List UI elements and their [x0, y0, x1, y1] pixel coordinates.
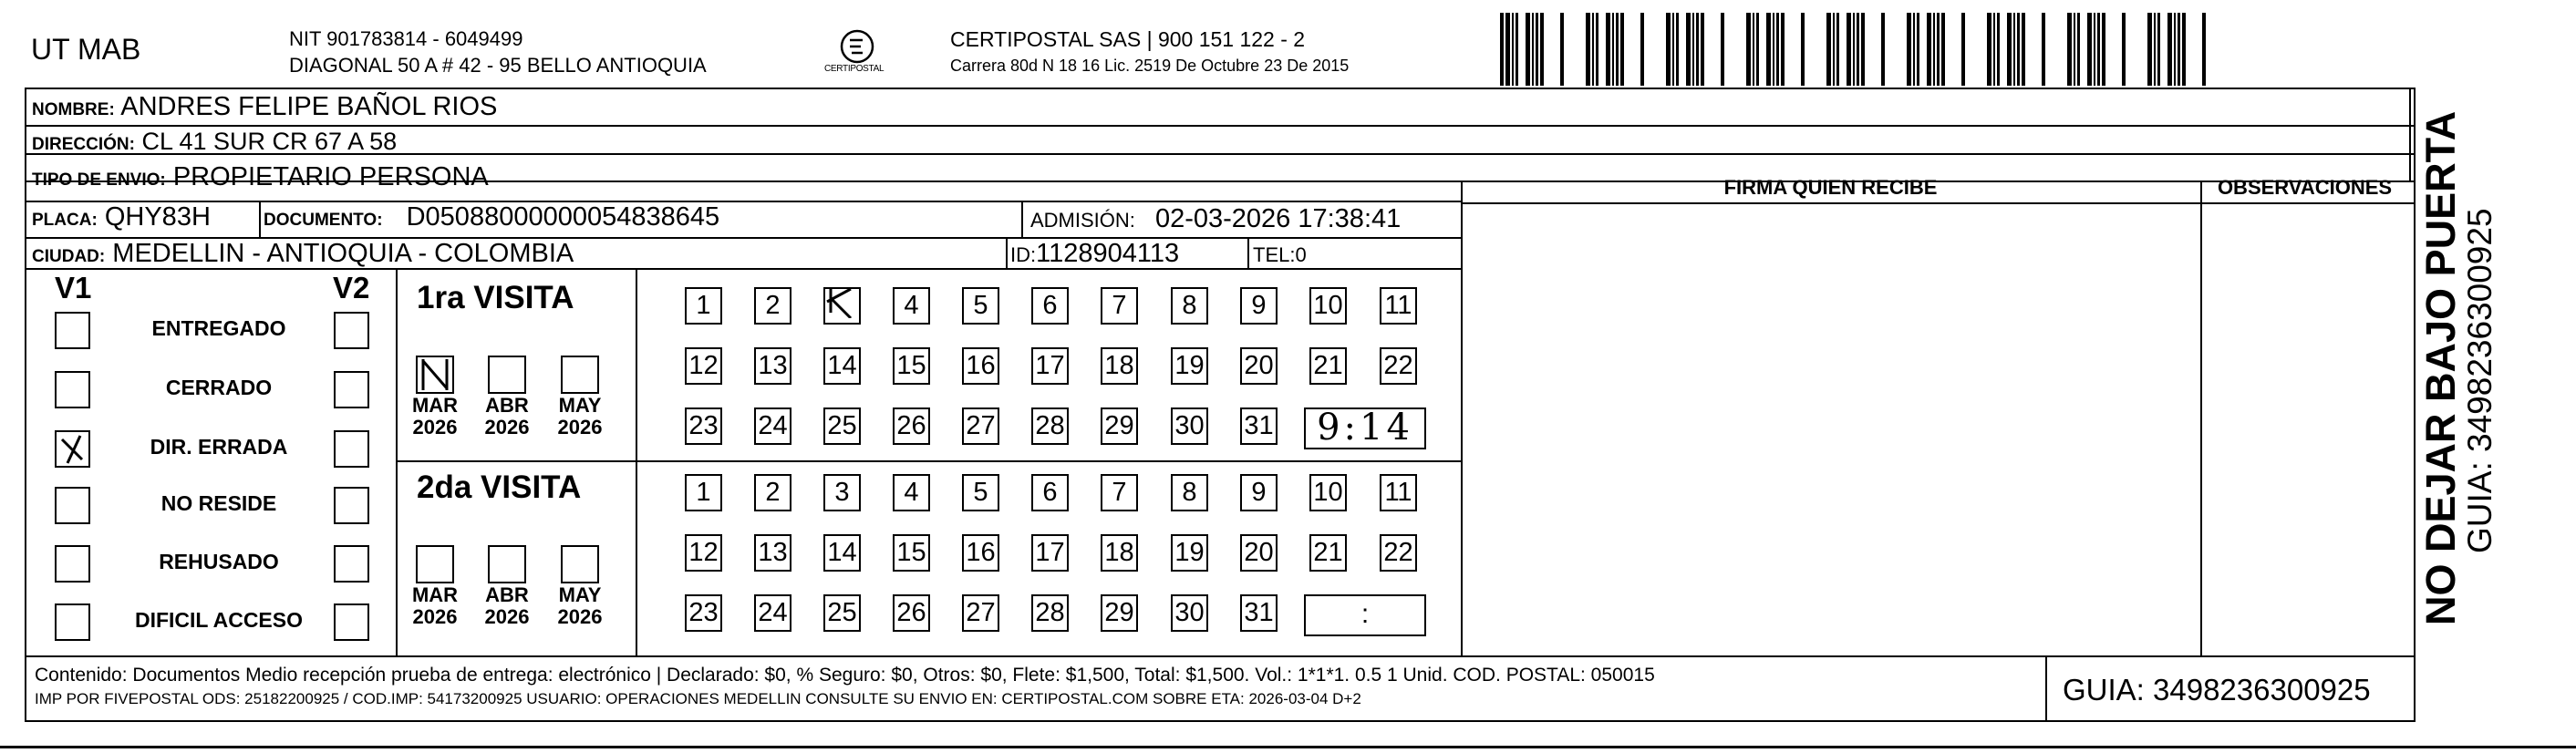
barcode-bar [1853, 13, 1855, 86]
name-value: ANDRES FELIPE BAÑOL RIOS [120, 92, 498, 121]
visit2-day-box[interactable]: 30 [1171, 594, 1208, 632]
barcode-bar [2042, 13, 2045, 86]
barcode-bar [1701, 13, 1704, 86]
visit2-day-box[interactable]: 25 [823, 594, 861, 632]
id-value: 1128904113 [1036, 239, 1180, 268]
visit2-month-label: ABR [485, 583, 529, 606]
barcode-bar [2202, 13, 2206, 86]
barcode-bar [2157, 13, 2160, 86]
name-row [32, 92, 497, 122]
visit2-day-box[interactable]: 6 [1031, 474, 1069, 511]
sender-address: DIAGONAL 50 A # 42 - 95 BELLO ANTIOQUIA [289, 54, 707, 77]
barcode-bar [1826, 13, 1831, 86]
barcode-bar [2154, 13, 2156, 86]
barcode-bar [1666, 13, 1671, 86]
barcode-bar [1616, 13, 1619, 86]
barcode-bar [1516, 13, 1518, 86]
visit2-time-box[interactable]: : [1304, 594, 1426, 636]
type-row [32, 162, 489, 192]
visit1-day-box[interactable]: 23 [685, 407, 722, 445]
barcode-bar [1961, 13, 1965, 86]
barcode-bar [1672, 13, 1674, 86]
visit2-day-box[interactable]: 29 [1101, 594, 1138, 632]
v2-checkbox-2[interactable] [334, 430, 369, 468]
visit1-day-box[interactable]: 30 [1171, 407, 1208, 445]
barcode-bar [1801, 13, 1805, 86]
visit2-day-box[interactable]: 28 [1031, 594, 1069, 632]
barcode-bar [1746, 13, 1751, 86]
status-option-label: DIR. ERRADA [150, 435, 288, 459]
visit1-day-box[interactable]: 12 [685, 347, 722, 385]
barcode-bar [1907, 13, 1911, 86]
visit2-day-box[interactable]: 23 [685, 594, 722, 632]
type-value: PROPIETARIO PERSONA [172, 162, 489, 191]
tel-field [1253, 243, 1307, 267]
barcode-bar [1941, 13, 1945, 86]
visit2-day-box[interactable]: 22 [1380, 534, 1417, 572]
barcode-bar [1776, 13, 1779, 86]
barcode-bar [1753, 13, 1754, 86]
status-option-label: ENTREGADO [151, 316, 286, 340]
visit2-day-box[interactable]: 7 [1101, 474, 1138, 511]
logo-icon [812, 27, 903, 82]
visit2-day-box[interactable]: 24 [754, 594, 791, 632]
visit1-day-box[interactable]: 11 [1380, 287, 1417, 325]
visit2-day-box[interactable]: 3 [823, 474, 861, 511]
v1-checkbox-1[interactable] [55, 371, 90, 408]
barcode-bar [1596, 13, 1598, 86]
visit1-month-checkbox-0[interactable] [416, 356, 454, 394]
barcode-bar [1532, 13, 1534, 86]
barcode-bar [2167, 13, 2172, 86]
visit1-year-label: 2026 [557, 416, 603, 438]
visit2-year-label: 2026 [557, 605, 603, 628]
visit1-day-box[interactable]: 25 [823, 407, 861, 445]
visit1-day-box[interactable]: 20 [1240, 347, 1278, 385]
signature-area[interactable] [1463, 204, 2198, 654]
v2-checkbox-3[interactable] [334, 487, 369, 524]
visit1-day-box[interactable]: 29 [1101, 407, 1138, 445]
admission-label: ADMISIÓN: [1030, 209, 1135, 232]
barcode-bar [1781, 13, 1785, 86]
barcode-bar [1766, 13, 1771, 86]
visit1-day-box[interactable]: 15 [893, 347, 930, 385]
v1-checkbox-4[interactable] [55, 545, 90, 583]
city-field [32, 239, 574, 269]
visit2-day-box[interactable]: 1 [685, 474, 722, 511]
visit2-title: 2da VISITA [417, 469, 582, 505]
admission-field [1030, 204, 1401, 234]
barcode-bar [2013, 13, 2015, 86]
id-label: ID: [1010, 243, 1037, 266]
visit2-day-box[interactable]: 27 [962, 594, 999, 632]
barcode-bar [1927, 13, 1931, 86]
visit2-day-box[interactable]: 9 [1240, 474, 1278, 511]
barcode-bar [2097, 13, 2100, 86]
id-field [1010, 239, 1179, 269]
barcode-bar [2022, 13, 2025, 86]
visit1-day-box[interactable]: 2 [754, 287, 791, 325]
barcode-bar [1676, 13, 1679, 86]
barcode-bar [2077, 13, 2080, 86]
document-value: D05088000000054838645 [406, 202, 720, 232]
barcode-bar [1526, 13, 1530, 86]
barcode-bar [1500, 13, 1504, 86]
barcode-bar [1756, 13, 1759, 86]
barcode-bar [1592, 13, 1594, 86]
visit1-month-label: MAY [558, 394, 602, 417]
document-field [264, 202, 719, 232]
visit1-day-box[interactable]: 10 [1309, 287, 1347, 325]
logo-text: CERTIPOSTAL [824, 64, 885, 74]
barcode-bar [1686, 13, 1691, 86]
visit2-day-box[interactable]: 31 [1240, 594, 1278, 632]
visit1-month-checkbox-1[interactable] [488, 356, 526, 394]
barcode-bar [1692, 13, 1694, 86]
visit2-day-box[interactable]: 16 [962, 534, 999, 572]
visit2-year-label: 2026 [484, 605, 530, 628]
visit2-day-box[interactable]: 19 [1171, 534, 1208, 572]
company-logo [812, 27, 903, 82]
visit2-day-box[interactable]: 5 [962, 474, 999, 511]
barcode-bar [2178, 13, 2180, 86]
barcode-bar [1620, 13, 1624, 86]
visit2-day-box[interactable]: 21 [1309, 534, 1347, 572]
barcode-bar [1606, 13, 1610, 86]
name-label: NOMBRE: [32, 100, 115, 119]
plate-value: QHY83H [104, 202, 211, 232]
visit2-day-box[interactable]: 20 [1240, 534, 1278, 572]
status-option-label: DIFICIL ACCESO [134, 608, 303, 632]
visit1-day-box[interactable]: 18 [1101, 347, 1138, 385]
visit2-day-box[interactable]: 4 [893, 474, 930, 511]
address-value: CL 41 SUR CR 67 A 58 [141, 128, 398, 155]
barcode-bar [2102, 13, 2105, 86]
status-option-label: NO RESIDE [160, 491, 277, 515]
barcode-bar [1881, 13, 1885, 86]
visit1-day-box[interactable]: 28 [1031, 407, 1069, 445]
barcode-bar [1560, 13, 1564, 86]
visit1-day-box[interactable]: 21 [1309, 347, 1347, 385]
visit2-day-box[interactable]: 12 [685, 534, 722, 572]
visit1-year-label: 2026 [484, 416, 530, 438]
visit2-day-box[interactable]: 2 [754, 474, 791, 511]
city-label: CIUDAD: [32, 247, 106, 266]
barcode-bar [1773, 13, 1774, 86]
barcode-bar [2174, 13, 2176, 86]
visit1-day-box[interactable]: 16 [962, 347, 999, 385]
barcode-bar [2017, 13, 2020, 86]
footer-print-line: IMP POR FIVEPOSTAL ODS: 25182200925 / COD.IMP: 54173200925 USUARIO: OPERACIONES MEDELLIN CONSULTE SU ENVIO EN: CERTIPOSTAL.COM SOBRE ETA: 2026-03-04 D+2 [35, 690, 1361, 707]
address-label: DIRECCIÓN: [32, 135, 135, 154]
visit2-month-checkbox-0[interactable] [416, 545, 454, 583]
barcode-bar [2147, 13, 2152, 86]
barcode-bar [2074, 13, 2075, 86]
visit2-day-box[interactable]: 8 [1171, 474, 1208, 511]
barcode-bar [1505, 13, 1510, 86]
visit2-month-label: MAR [411, 583, 459, 606]
visit2-day-box[interactable]: 26 [893, 594, 930, 632]
observations-header: OBSERVACIONES [2217, 176, 2393, 199]
v1-checkbox-5[interactable] [55, 603, 90, 641]
v1-checkbox-2[interactable] [55, 430, 90, 468]
barcode [1500, 13, 2229, 88]
no-leave-under-door-warning: NO DEJAR BAJO PUERTA [2417, 110, 2464, 625]
v1-header: V1 [55, 271, 92, 304]
barcode-bar [1612, 13, 1614, 86]
visit2-day-box[interactable]: 17 [1031, 534, 1069, 572]
visit1-day-box[interactable]: 6 [1031, 287, 1069, 325]
visit2-month-checkbox-2[interactable] [561, 545, 599, 583]
barcode-bar [1833, 13, 1835, 86]
visit1-day-box[interactable]: 19 [1171, 347, 1208, 385]
barcode-bar [1997, 13, 2000, 86]
plate-field [32, 202, 211, 232]
sender-name: UT MAB [31, 33, 141, 66]
visit1-day-box[interactable]: 1 [685, 287, 722, 325]
visit2-year-label: 2026 [412, 605, 458, 628]
city-value: MEDELLIN - ANTIOQUIA - COLOMBIA [112, 239, 574, 268]
visit1-day-box[interactable]: 24 [754, 407, 791, 445]
visit2-day-box[interactable]: 13 [754, 534, 791, 572]
v1-checkbox-0[interactable] [55, 312, 90, 349]
barcode-bar [1993, 13, 1995, 86]
side-guide-number: GUIA: 3498236300925 [2461, 208, 2498, 553]
visit1-day-box[interactable]: 22 [1380, 347, 1417, 385]
visit1-day-box[interactable]: 31 [1240, 407, 1278, 445]
barcode-bar [1640, 13, 1644, 86]
barcode-bar [2087, 13, 2092, 86]
visit2-day-box[interactable]: 18 [1101, 534, 1138, 572]
admission-value: 02-03-2026 17:38:41 [1154, 204, 1402, 233]
visit1-time-box[interactable]: 9:14 [1304, 407, 1426, 449]
barcode-bar [1933, 13, 1935, 86]
company-license: Carrera 80d N 18 16 Lic. 2519 De Octubre 23 De 2015 [950, 57, 1350, 75]
observations-area[interactable] [2202, 204, 2408, 654]
barcode-bar [1540, 13, 1544, 86]
barcode-bar [2007, 13, 2012, 86]
v2-checkbox-4[interactable] [334, 545, 369, 583]
barcode-bar [1861, 13, 1865, 86]
visit1-title: 1ra VISITA [417, 280, 574, 315]
v2-header: V2 [333, 271, 370, 304]
sender-nit: NIT 901783814 - 6049499 [289, 27, 523, 50]
visit1-day-box[interactable]: 26 [893, 407, 930, 445]
barcode-bar [1857, 13, 1859, 86]
visit1-year-label: 2026 [412, 416, 458, 438]
visit2-day-box[interactable]: 11 [1380, 474, 1417, 511]
visit1-day-box[interactable]: 7 [1101, 287, 1138, 325]
footer-content-line: Contenido: Documentos Medio recepción prueba de entrega: electrónico | Declarado: $0, % Seguro: $0, Otros: $0, Flete: $1,500, Total: $1,500. Vol.: 1*1*1. 0.5 1 Unid. COD. POSTAL: 050015 [35, 665, 1655, 686]
visit1-day-box[interactable]: 13 [754, 347, 791, 385]
barcode-bar [2094, 13, 2095, 86]
barcode-bar [1913, 13, 1915, 86]
visit2-day-box[interactable]: 15 [893, 534, 930, 572]
visit1-day-box[interactable]: 8 [1171, 287, 1208, 325]
status-option-label: REHUSADO [159, 550, 279, 573]
barcode-bar [1987, 13, 1991, 86]
barcode-bar [1721, 13, 1724, 86]
v2-checkbox-0[interactable] [334, 312, 369, 349]
barcode-bar [1917, 13, 1919, 86]
visit1-day-box[interactable]: 14 [823, 347, 861, 385]
barcode-bar [1696, 13, 1699, 86]
visit1-day-box[interactable]: 27 [962, 407, 999, 445]
visit1-day-box[interactable] [823, 287, 861, 325]
v2-checkbox-5[interactable] [334, 603, 369, 641]
barcode-bar [1847, 13, 1851, 86]
visit1-day-box[interactable]: 9 [1240, 287, 1278, 325]
barcode-bar [1586, 13, 1590, 86]
visit1-day-box[interactable]: 17 [1031, 347, 1069, 385]
footer-guide: GUIA: 3498236300925 [2063, 673, 2371, 707]
barcode-bar [2182, 13, 2186, 86]
address-row [32, 128, 397, 156]
visit1-month-checkbox-2[interactable] [561, 356, 599, 394]
visit1-day-box[interactable]: 4 [893, 287, 930, 325]
tel-value: 0 [1295, 243, 1307, 266]
barcode-bar [1512, 13, 1514, 86]
visit2-month-checkbox-1[interactable] [488, 545, 526, 583]
visit1-day-box[interactable]: 5 [962, 287, 999, 325]
barcode-bar [1836, 13, 1839, 86]
company-name: CERTIPOSTAL SAS | 900 151 122 - 2 [950, 27, 1306, 51]
document-label: DOCUMENTO: [264, 211, 383, 230]
v1-checkbox-3[interactable] [55, 487, 90, 524]
type-label: TIPO DE ENVIO: [32, 170, 166, 190]
barcode-bar [1937, 13, 1940, 86]
plate-label: PLACA: [32, 211, 98, 230]
barcode-bar [1536, 13, 1538, 86]
visit2-day-box[interactable]: 10 [1309, 474, 1347, 511]
visit2-day-box[interactable]: 14 [823, 534, 861, 572]
signature-header: FIRMA QUIEN RECIBE [1723, 176, 1938, 199]
visit2-month-label: MAY [558, 583, 602, 606]
visit1-month-label: ABR [485, 394, 529, 417]
v2-checkbox-1[interactable] [334, 371, 369, 408]
status-option-label: CERRADO [165, 376, 273, 399]
barcode-bar [2122, 13, 2126, 86]
tel-label: TEL: [1253, 243, 1296, 266]
barcode-bar [2067, 13, 2072, 86]
visit1-month-label: MAR [411, 394, 459, 417]
